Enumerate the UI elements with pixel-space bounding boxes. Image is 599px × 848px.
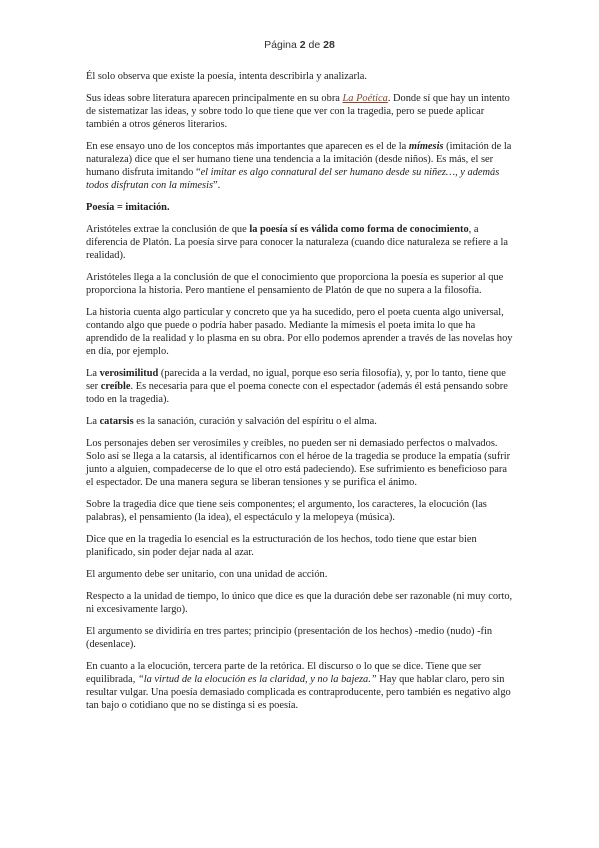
paragraph-text: Dice que en la tragedia lo esencial es la estructuración de los hechos, todo tiene que estar bien planificado, sin poder dejar nada al azar. [86,534,477,558]
paragraph-text: Sus ideas sobre literatura aparecen principalmente en su obra [86,93,343,104]
paragraph-text: En cuanto a la elocución, tercera parte de la retórica. El discurso o lo que se dice. Tiene que ser equilibrada, [86,661,482,685]
page-label: Página [264,39,297,51]
paragraph-text: . Donde sí que hay un intento de sistematizar las ideas, y sobre todo lo que tiene que ver con la tragedia, pero se puede aplicar también a otros géneros literarios. [86,93,510,130]
paragraph-text: (parecida a la verdad, no igual, porque eso sería filosofía), y, por lo tanto, tiene que ser [86,368,506,392]
paragraph-text: La historia cuenta algo particular y concreto que ya ha sucedido, pero el poeta cuenta algo universal, contando algo que puede o podría haber pasado. Mediante la mímesis el poeta imita lo que ha aprendido de la realidad y lo plasma en su obra. Por ello podemos aprender a través de las novelas hoy en día, por ejemplo. [86,307,513,357]
page-total: 28 [323,39,335,51]
paragraph-text: Sobre la tragedia dice que tiene seis componentes; el argumento, los caracteres, la elocución (las palabras), el pensamiento (la idea), el espectáculo y la melopeya (música). [86,499,487,523]
paragraph [86,625,516,651]
la-poetica-link[interactable]: La Poética [342,93,388,104]
paragraph-text: ”. [213,180,221,191]
paragraph [86,306,516,358]
bold-term: verosimilitud [99,368,159,379]
page-header [0,39,599,51]
quote: “la virtud de la elocución es la claridad, y no la bajeza.” [137,674,377,685]
paragraph-text: Hay que hablar claro, pero sin resultar vulgar. Una poesía demasiado complicada es contraproducente, pero también es negativo algo tan bajo o cotidiano que no se distinga si es poesía. [86,674,511,711]
paragraph-text: (imitación de la naturaleza) dice que el ser humano tiene una tendencia a la imitación (desde niños). Es más, el ser humano disfruta imitando “ [86,141,512,178]
paragraph [86,415,516,428]
paragraph-text: Respecto a la unidad de tiempo, lo único que dice es que la duración debe ser razonable (ni muy corto, ni excesivamente largo). [86,591,513,615]
paragraph-text: Los personajes deben ser verosímiles y creíbles, no pueden ser ni demasiado perfectos o malvados. Solo así se llega a la catarsis, al identificarnos con el héroe de la tragedia se produce la empatía (sufrir junto a alguien, compadecerse de lo que el otro está padeciendo). Ese sufrimiento es beneficioso para el espectador. De una manera segura se liberan tensiones y se purifica el ánimo. [86,438,511,488]
paragraph [86,223,516,262]
bold-term: mímesis [408,141,444,152]
paragraph-text: La [86,416,100,427]
paragraph-text: . Es necesaria para que el poema conecte con el espectador (además él está pensando sobre todo en la tragedia). [86,381,508,405]
paragraph [86,140,516,192]
paragraph-text: La [86,368,100,379]
paragraph [86,70,516,83]
bold-term: creíble [100,381,131,392]
paragraph [86,271,516,297]
quote: el imitar es algo connatural del ser humano desde su niñez…, y además todos disfrutan con la mímesis [86,167,500,191]
paragraph-text: El argumento debe ser unitario, con una unidad de acción. [86,569,328,580]
paragraph [86,660,516,712]
paragraph [86,590,516,616]
bold-heading: Poesía = imitación. [86,202,170,213]
paragraph [86,498,516,524]
bold-term: la poesía sí es válida como forma de conocimiento [249,224,469,235]
paragraph-text: , a diferencia de Platón. La poesía sirve para conocer la naturaleza (cuando dice naturaleza se refiere a la realidad). [86,224,509,261]
paragraph [86,437,516,489]
paragraph [86,201,516,214]
page-number: 2 [299,39,306,51]
bold-term: catarsis [99,416,134,427]
page-of-label: de [308,39,321,51]
paragraph-text: El argumento se dividiría en tres partes; principio (presentación de los hechos) -medio (nudo) -fin (desenlace). [86,626,493,650]
paragraph-text: Él solo observa que existe la poesía, intenta describirla y analizarla. [86,71,368,82]
paragraph-text: Aristóteles extrae la conclusión de que [86,224,250,235]
paragraph [86,533,516,559]
document-body [86,70,516,721]
paragraph-text: Aristóteles llega a la conclusión de que el conocimiento que proporciona la poesía es superior al que proporciona la historia. Pero mantiene el pensamiento de Platón de que no supera a la filosofía. [86,272,504,296]
paragraph-text: En ese ensayo uno de los conceptos más importantes que aparecen es el de la [86,141,409,152]
paragraph [86,92,516,131]
paragraph [86,568,516,581]
paragraph [86,367,516,406]
paragraph-text: es la sanación, curación y salvación del espíritu o el alma. [133,416,377,427]
